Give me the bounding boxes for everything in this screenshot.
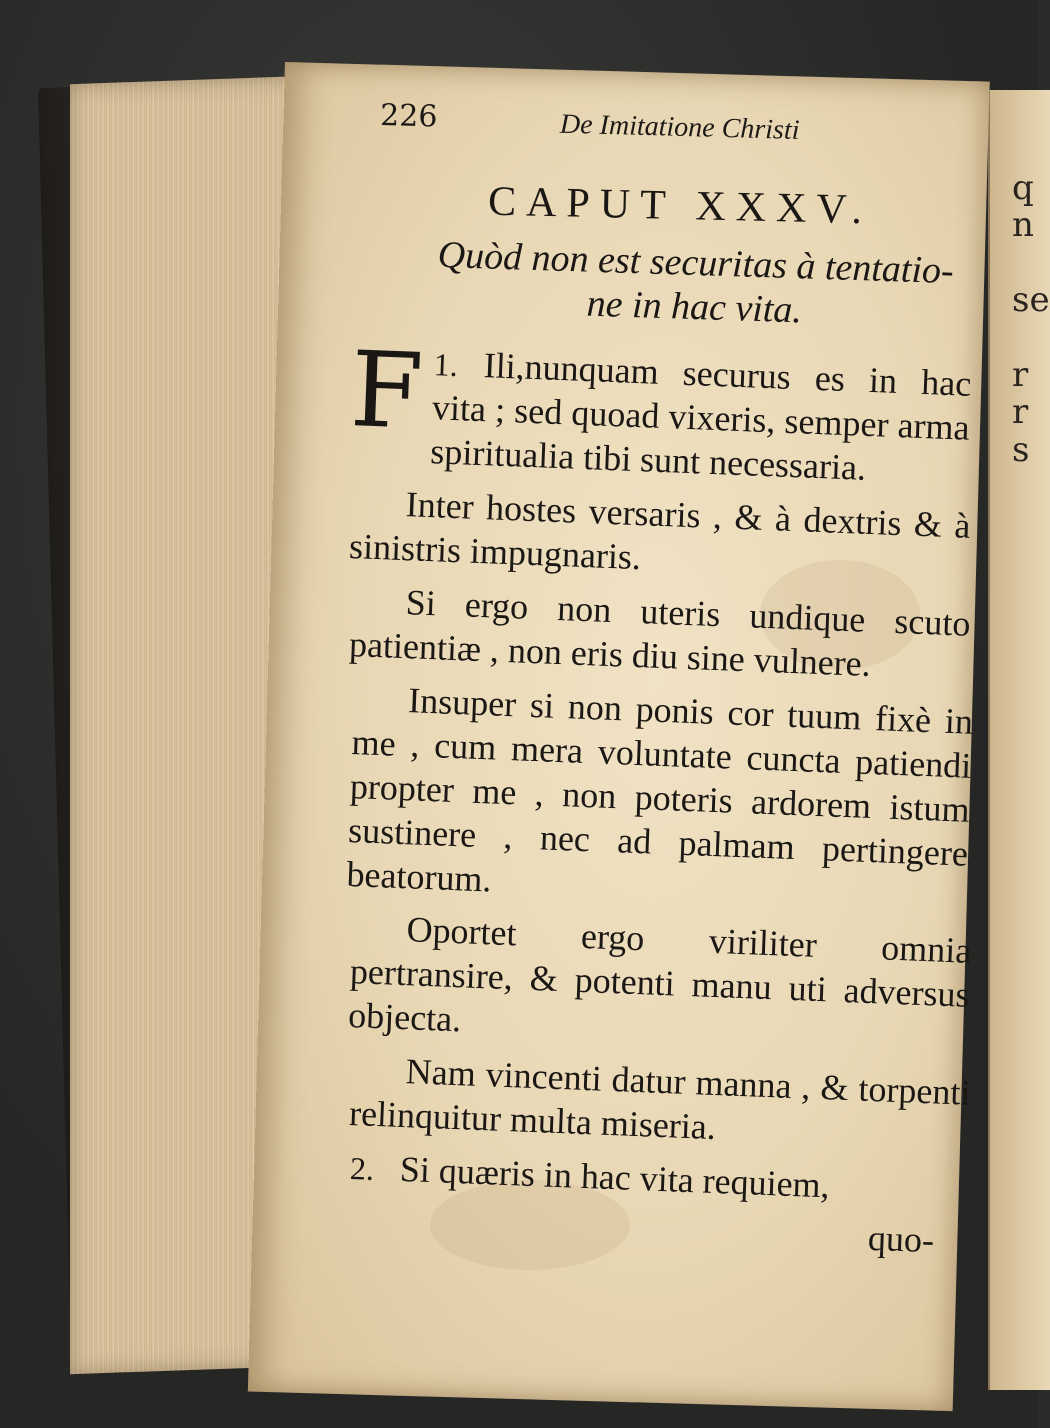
- paragraph-text: Insuper si non ponis cor tuum fixè in me , cum mera voluntate cuncta patiendi propter me , non poteris ardorem istum sustinere , nec ad palmam pertingere beatorum.: [345, 679, 974, 899]
- page-number: 226: [379, 98, 438, 135]
- page-text: [345, 170, 974, 1206]
- paragraph: [348, 579, 971, 691]
- facing-page-glyphs: [1012, 168, 1050, 470]
- paragraph-text: Ili,nunquam securus es in hac vita ; sed quoad vixeris, semper arma spiritualia tibi sunt necessaria.: [429, 345, 973, 489]
- facing-glyph: s: [1012, 429, 1030, 470]
- chapter-subtitle-line: ne in hac vita.: [586, 282, 803, 332]
- paragraph-text: Si quæris in hac vita requiem,: [399, 1148, 831, 1206]
- facing-glyph: q: [1012, 168, 1034, 208]
- paragraph-text: Si ergo non uteris undique scuto patientiæ , non eris diu sine vulnere.: [348, 582, 972, 684]
- paragraph-text: Inter hostes versaris , & à dextris & à sinistris impugnaris.: [348, 484, 972, 578]
- chapter-heading: CAPUT XXXV.: [487, 178, 873, 234]
- paragraph: [346, 677, 974, 920]
- facing-glyph: r: [1012, 354, 1029, 395]
- paragraph: [348, 1048, 971, 1160]
- paragraph: [347, 328, 973, 494]
- catchword: quo-: [867, 1217, 935, 1261]
- facing-glyph: [1012, 320, 1042, 357]
- running-title: De Imitatione Christi: [559, 108, 800, 146]
- chapter-subtitle-line: Quòd non est securitas à tentatio-: [437, 233, 955, 293]
- paragraph-number: 1.: [433, 346, 459, 384]
- paragraph-number: 2.: [349, 1149, 375, 1187]
- chapter-subtitle: [419, 233, 971, 338]
- paragraph-text: Nam vincenti datur manna , & torpenti relinquitur multa miseria.: [348, 1051, 972, 1147]
- facing-glyph: [1012, 245, 1042, 282]
- facing-glyph: r: [1012, 392, 1029, 433]
- paragraph: [348, 481, 971, 593]
- drop-cap: F: [348, 328, 426, 454]
- paragraph: [347, 906, 972, 1061]
- facing-glyph: se: [1012, 280, 1050, 321]
- facing-glyph: n: [1012, 205, 1034, 246]
- paragraph-text: Oportet ergo viriliter omnia pertransire, & potenti manu uti adversus objecta.: [347, 909, 973, 1040]
